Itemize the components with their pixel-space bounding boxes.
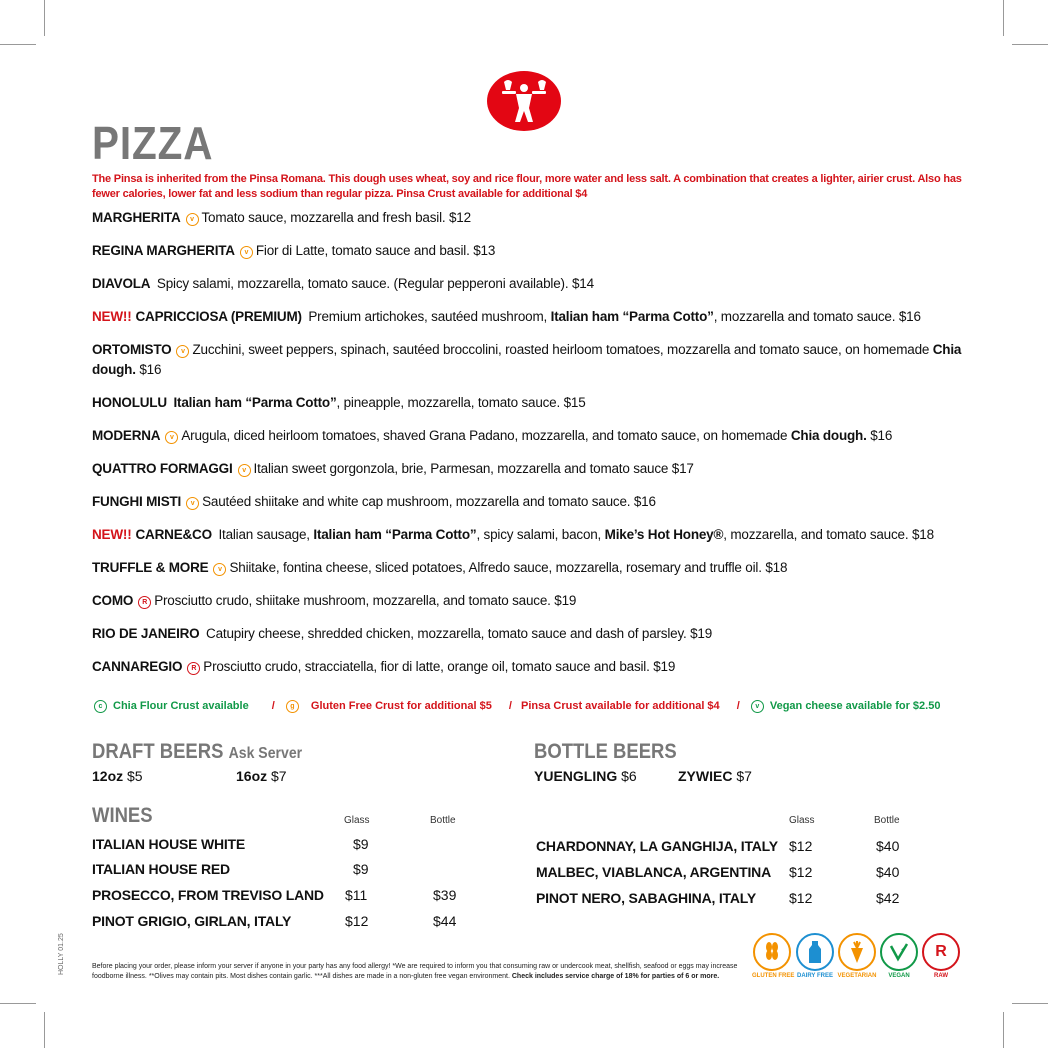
chia-icon: c (94, 700, 107, 713)
wine-name: CHARDONNAY, LA GANGHIJA, ITALY (536, 838, 778, 854)
diet-vegan: VEGAN (879, 933, 919, 979)
vegetarian-icon: v (238, 464, 251, 477)
menu-item: NEW!! CARNE&CO Italian sausage, Italian ham “Parma Cotto”, spicy salami, bacon, Mike’s Hot Honey®, mozzarella, and tomato sauce. $18 (92, 527, 934, 542)
raw-r-icon: R (922, 933, 960, 971)
crop-mark (1012, 44, 1048, 45)
glass-col-header: Glass (344, 815, 370, 826)
vegetarian-icon: v (240, 246, 253, 259)
wine-bottle-price: $40 (876, 864, 900, 880)
vegetarian-icon: v (213, 563, 226, 576)
crust-legend: c Chia Flour Crust available / g Gluten Free Crust for additional $5 / Pinsa Crust available for additional $4 / v Vegan cheese available for $2.50 (92, 700, 952, 713)
leaf-icon (880, 933, 918, 971)
wine-bottle-price: $44 (433, 913, 457, 929)
vegetarian-icon: v (176, 345, 189, 358)
wines-heading: WINES (92, 804, 153, 827)
crop-mark (44, 1012, 45, 1048)
menu-item: HONOLULU Italian ham “Parma Cotto”, pineapple, mozzarella, tomato sauce. $15 (92, 395, 586, 410)
wheat-icon (753, 933, 791, 971)
pinsa-intro: The Pinsa is inherited from the Pinsa Romana. This dough uses wheat, soy and rice flour, more water and less salt. A combination that creates a lighter, airier crust. Also has fewer calories, lower fat and less sodium than regular pizza. Pinsa Crust available for additional $4 (92, 173, 962, 200)
vegetarian-icon: v (165, 431, 178, 444)
wine-bottle-price: $40 (876, 838, 900, 854)
wine-name: MALBEC, VIABLANCA, ARGENTINA (536, 864, 771, 880)
menu-item: NEW!! CAPRICCIOSA (PREMIUM) Premium artichokes, sautéed mushroom, Italian ham “Parma Cotto”, mozzarella and tomato sauce. $16 (92, 309, 921, 324)
vegetarian-icon: v (186, 213, 199, 226)
menu-item: QUATTRO FORMAGGI v Italian sweet gorgonzola, brie, Parmesan, mozzarella and tomato sauce $17 (92, 461, 694, 476)
diet-gluten-free: GLUTEN FREE (752, 933, 792, 979)
draft-size-16oz: 16oz $7 (236, 768, 287, 784)
page-title: PIZZA (92, 117, 214, 169)
menu-item: REGINA MARGHERITA v Fior di Latte, tomato sauce and basil. $13 (92, 243, 496, 258)
wine-glass-price: $12 (789, 890, 813, 906)
wine-name: ITALIAN HOUSE WHITE (92, 836, 246, 852)
menu-item: CANNAREGIO R Prosciutto crudo, stracciatella, fior di latte, orange oil, tomato sauce and basil. $19 (92, 659, 676, 674)
wine-name: PINOT GRIGIO, GIRLAN, ITALY (92, 913, 292, 929)
bottle-beer-yuengling: YUENGLING $6 (534, 768, 637, 784)
crop-mark (1003, 0, 1004, 36)
wine-glass-price: $9 (353, 836, 369, 852)
gluten-free-icon: g (286, 700, 299, 713)
wine-glass-price: $12 (789, 838, 813, 854)
diet-raw: R RAW (921, 933, 961, 979)
diet-dairy-free: DAIRY FREE (795, 933, 835, 979)
pizza-list (92, 208, 972, 690)
bottle-beers-heading: BOTTLE BEERS (534, 740, 677, 763)
bottle-col-header: Bottle (430, 815, 456, 826)
crop-mark (0, 44, 36, 45)
menu-item: COMO R Prosciutto crudo, shiitake mushroom, mozzarella, and tomato sauce. $19 (92, 593, 577, 608)
draft-size-12oz: 12oz $5 (92, 768, 143, 784)
menu-item: DIAVOLA Spicy salami, mozzarella, tomato sauce. (Regular pepperoni available). $14 (92, 276, 594, 291)
wine-bottle-price: $42 (876, 890, 900, 906)
crop-mark (1012, 1003, 1048, 1004)
menu-item: MODERNA v Arugula, diced heirloom tomatoes, shaved Grana Padano, mozzarella, and tomato sauce, on homemade Chia dough. $16 (92, 428, 893, 443)
wine-glass-price: $12 (345, 913, 369, 929)
allergy-disclaimer: Before placing your order, please inform your server if anyone in your party has any food allergy! *We are required to inform you that consuming raw or undercook meat, shellfish, seafood or eggs may increase foodborne illness. **Olives may contain pits. Most dishes contain garlic. ***All dishes are made in a non-gluten free vegan environment. Check includes service charge of 18% for parties of 6 or more. (92, 963, 738, 980)
crop-mark (0, 1003, 36, 1004)
menu-item: RIO DE JANEIRO Catupiry cheese, shredded chicken, mozzarella, tomato sauce and dash of parsley. $19 (92, 626, 713, 641)
draft-beers-heading: DRAFT BEERS Ask Server (92, 740, 303, 763)
carrot-icon (838, 933, 876, 971)
crop-mark (44, 0, 45, 36)
bottle-col-header: Bottle (874, 815, 900, 826)
wine-name: PROSECCO, FROM TREVISO LAND (92, 887, 324, 903)
menu-item: ORTOMISTO v Zucchini, sweet peppers, spinach, sautéed broccolini, roasted heirloom tomatoes, mozzarella and tomato sauce, on homemade Chia dough. $16 (92, 342, 962, 377)
vegan-cheese-icon: v (751, 700, 764, 713)
raw-icon: R (187, 662, 200, 675)
version-code: HOLLY 01.25 (58, 933, 65, 975)
crop-mark (1003, 1012, 1004, 1048)
diet-vegetarian: VEGETARIAN (837, 933, 877, 979)
milk-bottle-icon (796, 933, 834, 971)
menu-item: MARGHERITA v Tomato sauce, mozzarella and fresh basil. $12 (92, 210, 471, 225)
wine-bottle-price: $39 (433, 887, 457, 903)
wine-glass-price: $11 (345, 887, 368, 903)
vegetarian-icon: v (186, 497, 199, 510)
wine-glass-price: $12 (789, 864, 813, 880)
glass-col-header: Glass (789, 815, 815, 826)
bottle-beer-zywiec: ZYWIEC $7 (678, 768, 752, 784)
wine-name: ITALIAN HOUSE RED (92, 861, 230, 877)
wine-glass-price: $9 (353, 861, 369, 877)
menu-item: FUNGHI MISTI v Sautéed shiitake and white cap mushroom, mozzarella and tomato sauce. $16 (92, 494, 656, 509)
raw-icon: R (138, 596, 151, 609)
wine-name: PINOT NERO, SABAGHINA, ITALY (536, 890, 756, 906)
menu-item: TRUFFLE & MORE v Shiitake, fontina cheese, sliced potatoes, Alfredo sauce, mozzarella, rosemary and truffle oil. $18 (92, 560, 788, 575)
restaurant-logo (486, 70, 562, 132)
